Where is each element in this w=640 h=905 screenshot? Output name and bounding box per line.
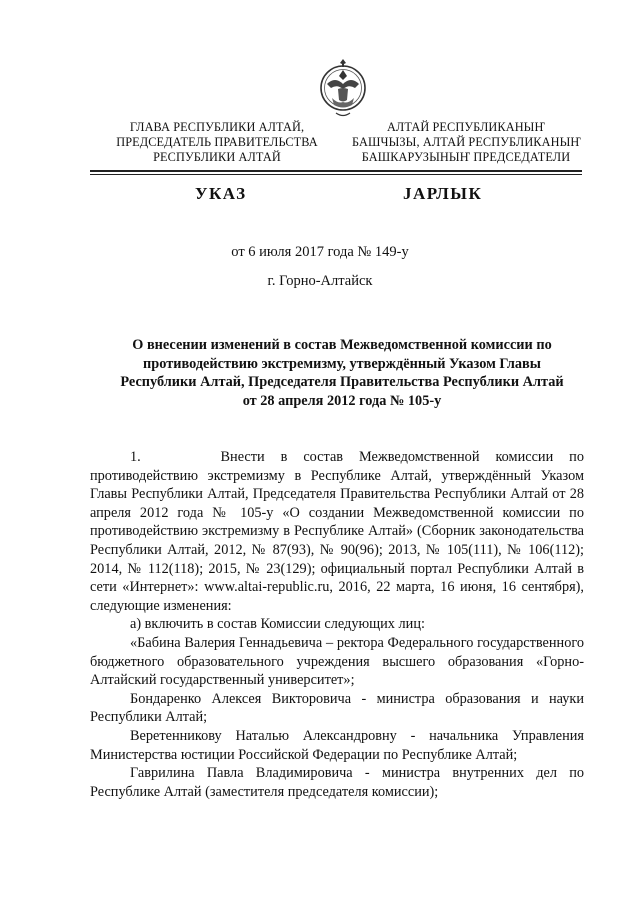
header-right-line: БАШКАРУЗЫНЫҤ ПРЕДСЕДАТЕЛИ <box>361 150 571 164</box>
document-city: г. Горно-Алтайск <box>267 273 373 289</box>
document-title <box>100 336 584 410</box>
paragraph-gavrilin: Гаврилина Павла Владимировича - министра внутренних дел по Республике Алтай (заместителя председателя комиссии); <box>90 765 584 800</box>
paragraph-1-first-line: 1. Внести в состав Межведомственной комиссии по <box>130 449 584 465</box>
header-left-block <box>112 120 322 165</box>
header-left-line: ГЛАВА РЕСПУБЛИКИ АЛТАЙ, <box>129 120 305 134</box>
title-line: О внесении изменений в состав Межведомственной комиссии по <box>132 337 552 353</box>
doc-type-altai: ЈАРЛЫК <box>403 184 483 203</box>
title-line: противодействию экстремизму, утверждённый Указом Главы <box>143 355 541 372</box>
paragraph-bondarenko: Бондаренко Алексея Викторовича - министра образования и науки Республики Алтай; <box>90 690 584 726</box>
paragraph-1: противодействию экстремизму в Республике Алтай, утверждённый Указом Главы Республики Алтай, Председателя Правительства Республики Алтай от 28 апреля 2012 года № 105-у «О создании Межведомственной комиссии по противодействию экстремизму в Республике Алтай» (Сборник законодательства Республики Алтай, 2012, № 87(93), № 90(96); 2013, № 105(111), № 106(112); 2014, № 112(118); 2015, № 23(129); официальный портал Республики Алтай в сети «Интернет»: www.altai-republic.ru, 2016, 22 марта, 16 июня, 16 сентября), следующие изменения: <box>90 467 584 614</box>
paragraph-babina: «Бабина Валерия Геннадьевича – ректора Федерального государственного бюджетного образовательного учреждения высшего образования «Горно-Алтайский государственный университет»; <box>90 634 584 689</box>
title-line: Республики Алтай, Председателя Правительства Республики Алтай <box>120 374 564 390</box>
header-right-line: АЛТАЙ РЕСПУБЛИКАНЫҤ <box>386 120 546 134</box>
header-left-line: РЕСПУБЛИКИ АЛТАЙ <box>153 150 281 164</box>
header-divider-thick <box>90 170 582 172</box>
paragraph-veretennikova: Веретенникову Наталью Александровну - начальника Управления Министерства юстиции Российской Федерации по Республике Алтай; <box>90 727 584 763</box>
doc-type-russian: УКАЗ <box>195 184 247 203</box>
paragraph-a: а) включить в состав Комиссии следующих лиц: <box>130 616 425 633</box>
coat-of-arms-emblem <box>318 58 368 120</box>
header-left-line: ПРЕДСЕДАТЕЛЬ ПРАВИТЕЛЬСТВА <box>116 135 318 149</box>
header-right-line: БАШЧЫЗЫ, АЛТАЙ РЕСПУБЛИКАНЫҤ <box>352 135 581 149</box>
document-body <box>90 448 584 801</box>
title-line: от 28 апреля 2012 года № 105-у <box>242 392 442 409</box>
document-date: от 6 июля 2017 года № 149-у <box>231 244 409 260</box>
header-right-block <box>352 120 580 165</box>
header-divider-thin <box>90 174 582 175</box>
